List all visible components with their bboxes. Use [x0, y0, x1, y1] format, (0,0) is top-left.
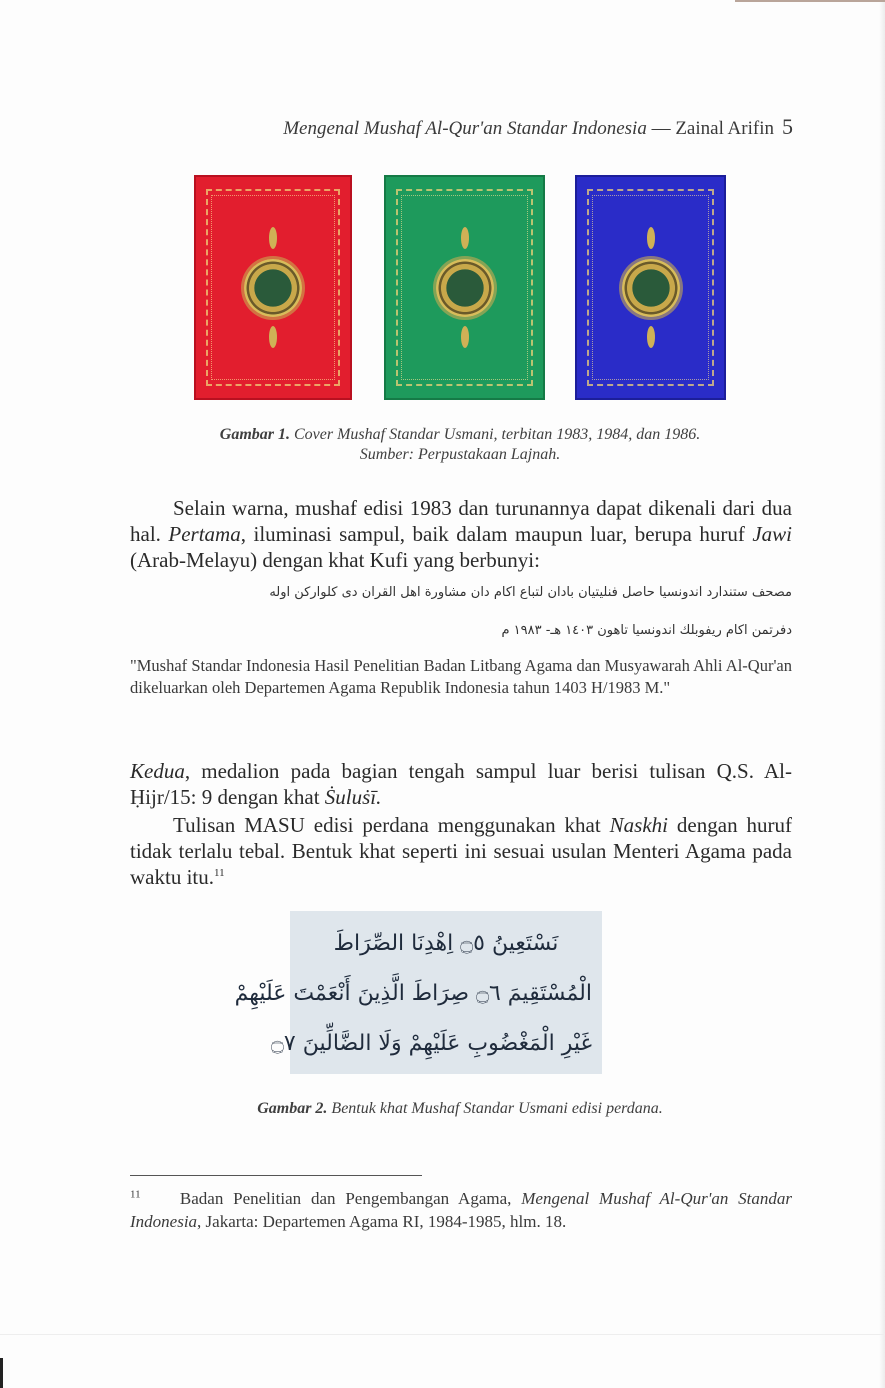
arabic-inscription-line2: دفرتمن اكام ريفوبلك اندونسيا تاهون ١٤٠٣ هـ- ١٩٨٣ م	[501, 623, 792, 638]
medallion-ornament	[244, 259, 302, 317]
page-edge-shadow	[879, 0, 885, 1388]
paragraph-2	[130, 758, 792, 810]
p1-text-c: (Arab-Melayu) dengan khat Kufi yang berbunyi:	[130, 548, 540, 572]
calligraphy-sample-image	[234, 911, 602, 1074]
paragraph-1	[130, 495, 792, 573]
header-author: Zainal Arifin	[675, 118, 774, 139]
figure1-caption-line1: Cover Mushaf Standar Usmani, terbitan 1983, 1984, dan 1986.	[294, 426, 701, 443]
figure2-caption	[130, 1099, 790, 1119]
calligraphy-line: الْمُسْتَقِيمَ ۝٦ صِرَاطَ الَّذِينَ أَنْعَمْتَ عَلَيْهِمْ	[234, 981, 592, 1006]
arabic-inscription-line1: مصحف ستندارد اندونسيا حاصل فنليتيان بادان لتباع اكام دان مشاورة اهل القران دى كلواركن اوله	[269, 585, 792, 600]
p1-jawi: Jawi	[752, 522, 792, 546]
footnote-number: 11	[130, 1188, 141, 1201]
scan-edge-mark	[0, 1358, 3, 1388]
p3-naskhi: Naskhi	[609, 813, 668, 837]
calligraphy-line: نَسْتَعِينُ ۝٥ اِهْدِنَا الصِّرَاطَ	[333, 931, 559, 956]
running-header	[200, 114, 793, 140]
footnote-title: Mengenal Mushaf Al-Qur'an Standar Indonesia	[130, 1189, 793, 1231]
cover-image-green	[384, 175, 545, 400]
medallion-ornament	[436, 259, 494, 317]
footnote-text-a: Badan Penelitian dan Pengembangan Agama,	[179, 1189, 522, 1208]
footnote-reference[interactable]: 11	[214, 867, 225, 879]
footnote	[130, 1187, 792, 1233]
medallion-ornament	[622, 259, 680, 317]
paragraph-3	[130, 812, 792, 890]
p1-pertama: Pertama	[168, 522, 241, 546]
bottom-edge-line	[0, 1334, 885, 1335]
translation-quote: "Mushaf Standar Indonesia Hasil Penelitian Badan Litbang Agama dan Musyawarah Ahli Al-Qur'an dikeluarkan oleh Departemen Agama Republik Indonesia tahun 1403 H/1983 M."	[130, 656, 792, 697]
p2-kedua: Kedua	[130, 759, 185, 783]
header-book-title: Mengenal Mushaf Al-Qur'an Standar Indonesia	[283, 118, 647, 139]
cover-image-blue	[575, 175, 726, 400]
footnote-text-b: , Jakarta: Departemen Agama RI, 1984-1985, hlm. 18.	[197, 1212, 567, 1231]
cover-image-red	[194, 175, 352, 400]
page-number: 5	[782, 114, 793, 139]
p1-text-b: , iluminasi sampul, baik dalam maupun luar, berupa huruf	[240, 522, 753, 546]
top-edge-mark	[735, 0, 885, 2]
calligraphy-line: غَيْرِ الْمَغْضُوبِ عَلَيْهِمْ وَلَا الضَّالِّينَ ۝٧	[271, 1031, 592, 1056]
p3-text-a: Tulisan MASU edisi perdana menggunakan khat	[173, 813, 610, 837]
p2-sulusi: Ṡuluṡī.	[324, 785, 382, 809]
figure1-caption-line2: Sumber: Perpustakaan Lajnah.	[359, 446, 561, 463]
figure2-label: Gambar 2.	[257, 1100, 328, 1117]
header-separator: —	[646, 118, 676, 139]
footnote-divider	[130, 1175, 422, 1176]
p1-text-a: Selain warna, mushaf edisi 1983 dan turunannya dapat dikenali dari dua hal.	[130, 496, 792, 546]
p3-text-b: dengan huruf tidak terlalu tebal. Bentuk khat seperti ini sesuai usulan Menteri Agama pada waktu itu.	[130, 813, 792, 889]
p2-text-a: , medalion pada bagian tengah sampul luar berisi tulisan Q.S. Al-Ḥijr/15: 9 dengan khat	[130, 759, 792, 809]
figure2-caption-text: Bentuk khat Mushaf Standar Usmani edisi perdana.	[331, 1100, 663, 1117]
figure1-label: Gambar 1.	[219, 426, 290, 443]
figure1-caption	[130, 425, 790, 465]
